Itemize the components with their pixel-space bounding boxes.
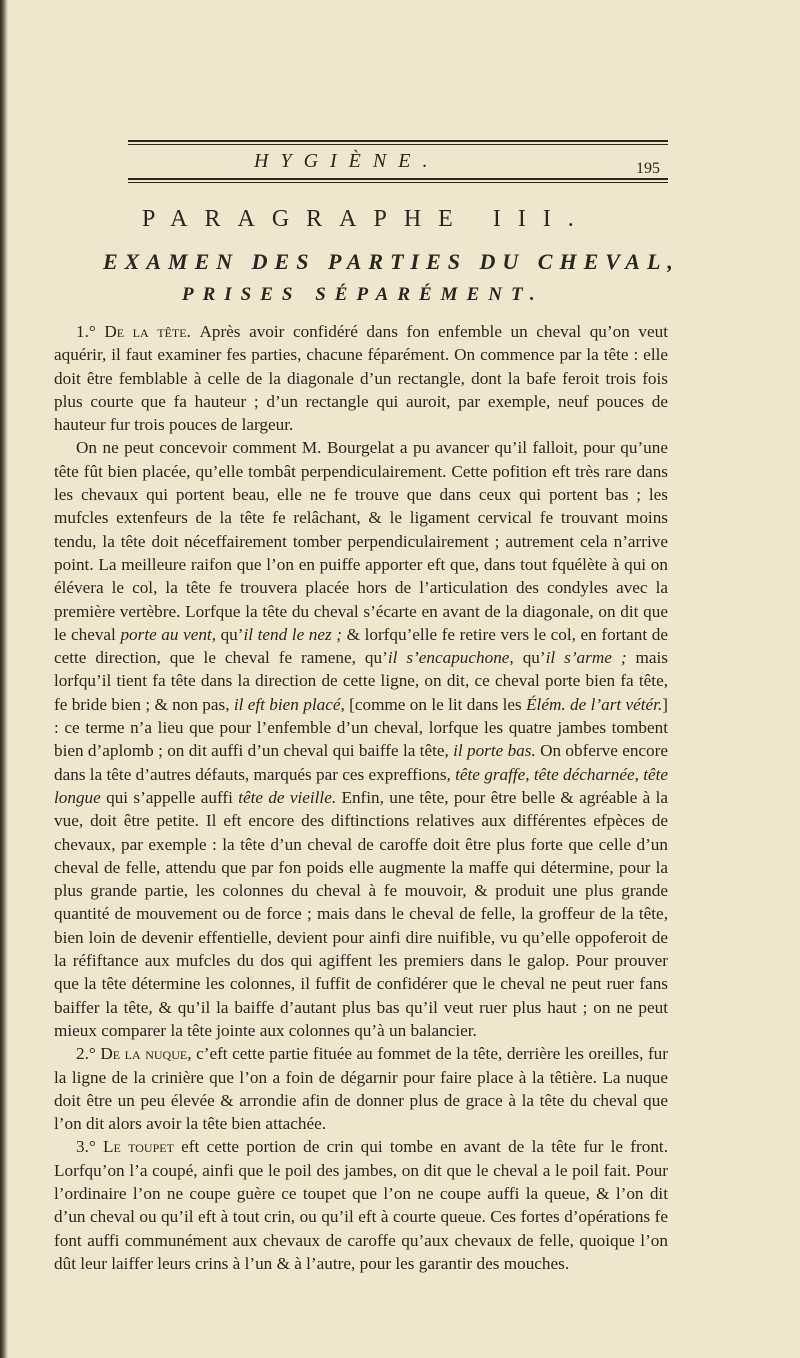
running-title: HYGIÈNE.: [254, 150, 440, 172]
section-subtitle: PRISES SÉPARÉMENT.: [182, 284, 544, 305]
body-text: [54, 320, 668, 1275]
page-number: 195: [636, 160, 660, 177]
text-run: Après avoir confidéré dans fon enfemble un cheval qu’on veut aquérir, il faut examiner fes parties, chacune féparément. On commence par la tête : elle doit être femblable à celle de la diagonale d’un rectangle, dont la bafe feroit trois fois plus courte que fa hauteur ; d’un rectangle qui auroit, par exemple, neuf pouces de hauteur fur trois pouces de largeur.: [54, 322, 668, 435]
text-run: On obferve encore dans la tête d’autres défauts, marqués par ces expreffions,: [54, 741, 668, 784]
body-paragraph: [54, 320, 668, 436]
italic-term: il eft bien placé: [233, 694, 341, 714]
italic-term: tête longue: [54, 764, 669, 807]
text-run: ,: [525, 764, 534, 784]
section-lead: Le toupet: [103, 1137, 182, 1157]
page-binding-edge: [0, 0, 8, 1358]
italic-term: porte au vent: [120, 624, 212, 644]
text-run: , [comme on le lit dans les: [340, 694, 527, 714]
italic-term: il s’arme ;: [545, 648, 627, 668]
paragraph-heading: PARAGRAPHE III.: [142, 206, 591, 232]
section-title: EXAMEN DES PARTIES DU CHEVAL,: [103, 249, 680, 274]
text-run: eft cette portion de crin qui tombe en avant de la tête fur le front. Lorfqu’on l’a coupé, ainfi que le poil des jambes, on dit que le cheval a le poil fait. Pour l’ordinaire l’on ne coupe guère ce toupet que l’on ne coupe auffi la queue, & l’on dit d’un cheval ou qu’il eft à tout crin, ou qu’il eft à courte queue. Ces fortes d’opérations fe font auffi communément aux chevaux de caroffe qu’aux chevaux de felle, quoique l’on dût leur laiffer leurs crins à l’un & à l’autre, pour les garantir des mouches.: [54, 1137, 668, 1273]
section-lead: De la tête.: [104, 322, 200, 341]
italic-term: il tend le nez ;: [243, 624, 343, 644]
text-run: c’eft cette partie fituée au fommet de la tête, derrière les oreilles, fur la ligne de la crinière que l’on a foin de dégarnir pour faire place à la têtière. La nuque doit être un peu élevée & arrondie afin de donner plus de grace à la tête du cheval que l’on dit alors avoir la tête bien attachée.: [54, 1044, 668, 1134]
text-run: qui s’appelle auffi: [100, 787, 239, 807]
header-rule-bottom: [128, 178, 668, 180]
section-number: 2.°: [76, 1044, 101, 1064]
header-rule-bottom-thin: [128, 182, 668, 183]
text-run: & lorfqu’elle fe retire vers le col, en fortant de cette direction, que le cheval fe ramene, qu’: [54, 624, 668, 668]
body-paragraph: [54, 1135, 668, 1275]
header-rule-top-thin: [128, 144, 668, 145]
italic-term: Élém. de l’art vétér.: [526, 694, 663, 714]
text-run: , qu’: [509, 648, 546, 668]
header-rule-top: [128, 140, 668, 142]
text-run: ,: [634, 764, 644, 784]
body-paragraph: [54, 1042, 668, 1135]
italic-term: il s’encapuchone: [387, 648, 510, 668]
section-lead: De la nuque,: [100, 1044, 197, 1064]
text-run: ] : ce terme n’a lieu que pour l’enfemble d’un cheval, lorfque les quatre jambes tombent bien d’aplomb ; on dit auffi d’un cheval qui baiffe la tête,: [54, 694, 668, 761]
italic-term: il porte bas.: [453, 741, 536, 761]
section-number: 3.°: [76, 1137, 104, 1157]
text-run: Enfin, une tête, pour être belle & agréable à la vue, doit être petite. Il eft encore des diftinctions relatives aux différentes efpèces de chevaux, par exemple : la tête d’un cheval de caroffe doit être plus forte que celle d’un cheval de felle, attendu que par fon poids elle augmente la maffe qui détermine, pour la plus grande partie, les colonnes du cheval à fe mouvoir, & produit une plus grande quantité de mouvement ou de force ; mais dans le cheval de felle, la groffeur de la tête, bien loin de devenir effentielle, devient pour ainfi dire nuifible, vu qu’elle oppoferoit de la réfiftance aux mufcles du dos qui agiffent les premiers dans le galop. Pour prouver que la tête détermine les colonnes, il fuffit de confidérer que le cheval ne peut ruer fans baiffer la tête, & qu’il la baiffe d’autant plus bas qu’il veut ruer plus haut ; on ne peut mieux comparer la tête jointe aux colonnes qu’à un balancier.: [54, 787, 668, 1040]
text-run: mais lorfqu’il tient fa tête dans la direction de cette ligne, on dit, ce cheval porte bien fa tête, fe bride bien ; & non pas,: [54, 648, 668, 714]
italic-term: tête décharnée: [533, 764, 635, 784]
section-number: 1.°: [76, 322, 105, 341]
text-run: , qu’: [211, 624, 244, 644]
body-paragraph: [54, 436, 668, 1042]
text-run: On ne peut concevoir comment M. Bourgelat a pu avancer qu’il falloit, pour qu’une tête fût bien placée, qu’elle tombât perpendiculairement. Cette pofition eft très rare dans les chevaux qui portent beau, elle ne fe trouve que dans ceux qui portent bas ; les mufcles extenfeurs de la tête fe relâchant, & le ligament cervical fe trouvant moins tendu, la tête doit néceffairement tomber perpendiculairement ; autrement cela n’arrive point. La meilleure raifon que l’on en puiffe apporter eft que, dans tout fquélète à qui on élévera le col, la tête fe trouvera placée hors de l’articulation des condyles avec la première vertèbre. Lorfque la tête du cheval s’écarte en avant de la diagonale, on dit que le cheval: [54, 438, 668, 644]
italic-term: tête de vieille.: [238, 787, 337, 807]
italic-term: tête graffe: [455, 764, 526, 784]
